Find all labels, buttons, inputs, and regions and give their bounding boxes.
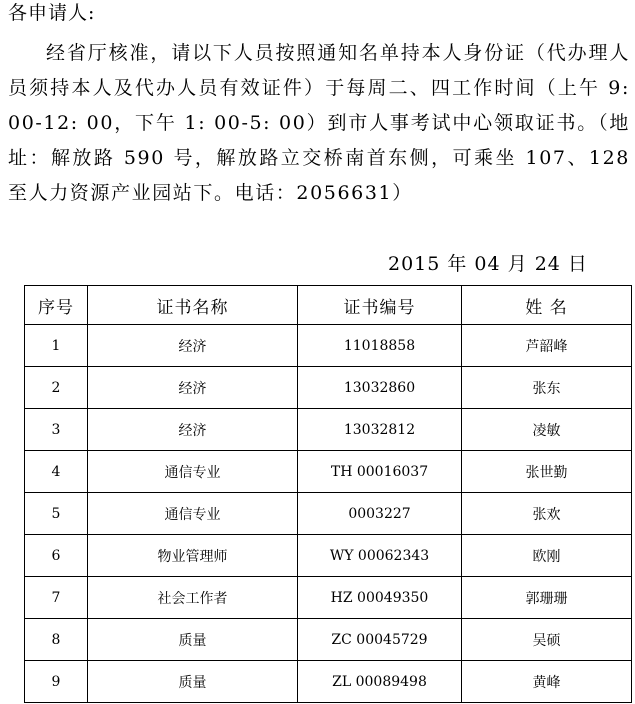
cell-person-name: 黄峰 bbox=[462, 661, 632, 703]
cell-person-name: 芦韶峰 bbox=[462, 325, 632, 367]
table-header-row bbox=[25, 286, 632, 325]
cell-cert-name: 经济 bbox=[88, 367, 298, 409]
cell-cert-no: TH 00016037 bbox=[298, 451, 462, 493]
header-cert-name: 证书名称 bbox=[88, 286, 298, 325]
header-person-name: 姓 名 bbox=[462, 286, 632, 325]
cell-index: 5 bbox=[25, 493, 88, 535]
notice-date: 2015 年 04 月 24 日 bbox=[388, 253, 588, 275]
cell-index: 8 bbox=[25, 619, 88, 661]
cell-cert-name: 通信专业 bbox=[88, 451, 298, 493]
cell-cert-name: 物业管理师 bbox=[88, 535, 298, 577]
cell-index: 9 bbox=[25, 661, 88, 703]
header-cert-no: 证书编号 bbox=[298, 286, 462, 325]
cell-index: 2 bbox=[25, 367, 88, 409]
cell-cert-no: 13032812 bbox=[298, 409, 462, 451]
table-row bbox=[25, 535, 632, 577]
table-row bbox=[25, 325, 632, 367]
cell-cert-name: 经济 bbox=[88, 409, 298, 451]
cell-cert-no: HZ 00049350 bbox=[298, 577, 462, 619]
table-row bbox=[25, 619, 632, 661]
cell-cert-no: 11018858 bbox=[298, 325, 462, 367]
cell-index: 7 bbox=[25, 577, 88, 619]
table-row bbox=[25, 661, 632, 703]
table-row bbox=[25, 367, 632, 409]
certificate-table bbox=[24, 285, 632, 703]
cell-cert-name: 通信专业 bbox=[88, 493, 298, 535]
cell-cert-no: ZL 00089498 bbox=[298, 661, 462, 703]
header-index: 序号 bbox=[25, 286, 88, 325]
cell-person-name: 张东 bbox=[462, 367, 632, 409]
cell-index: 6 bbox=[25, 535, 88, 577]
cell-cert-no: 13032860 bbox=[298, 367, 462, 409]
cell-person-name: 郭珊珊 bbox=[462, 577, 632, 619]
cell-cert-no: WY 00062343 bbox=[298, 535, 462, 577]
cell-cert-name: 质量 bbox=[88, 619, 298, 661]
table-row bbox=[25, 493, 632, 535]
cell-index: 1 bbox=[25, 325, 88, 367]
cell-person-name: 张世勤 bbox=[462, 451, 632, 493]
cell-person-name: 凌敏 bbox=[462, 409, 632, 451]
table-row bbox=[25, 409, 632, 451]
cell-index: 3 bbox=[25, 409, 88, 451]
notice-body: 经省厅核准，请以下人员按照通知名单持本人身份证（代办理人员须持本人及代办人员有效证件）于每周二、四工作时间（上午 9: 00-12: 00，下午 1: 00-5: 00）到市人事考试中心领取证书。（地址：解放路 590 号，解放路立交桥南首东侧，可乘坐 107、128 至人力资源产业园站下。电话：2056631） bbox=[8, 42, 630, 204]
cell-cert-name: 社会工作者 bbox=[88, 577, 298, 619]
salutation: 各申请人: bbox=[8, 2, 96, 24]
cell-cert-no: ZC 00045729 bbox=[298, 619, 462, 661]
cell-cert-name: 质量 bbox=[88, 661, 298, 703]
cell-cert-no: 0003227 bbox=[298, 493, 462, 535]
cell-person-name: 吴硕 bbox=[462, 619, 632, 661]
cell-cert-name: 经济 bbox=[88, 325, 298, 367]
table-row bbox=[25, 577, 632, 619]
cell-index: 4 bbox=[25, 451, 88, 493]
cell-person-name: 欧刚 bbox=[462, 535, 632, 577]
table-row bbox=[25, 451, 632, 493]
cell-person-name: 张欢 bbox=[462, 493, 632, 535]
